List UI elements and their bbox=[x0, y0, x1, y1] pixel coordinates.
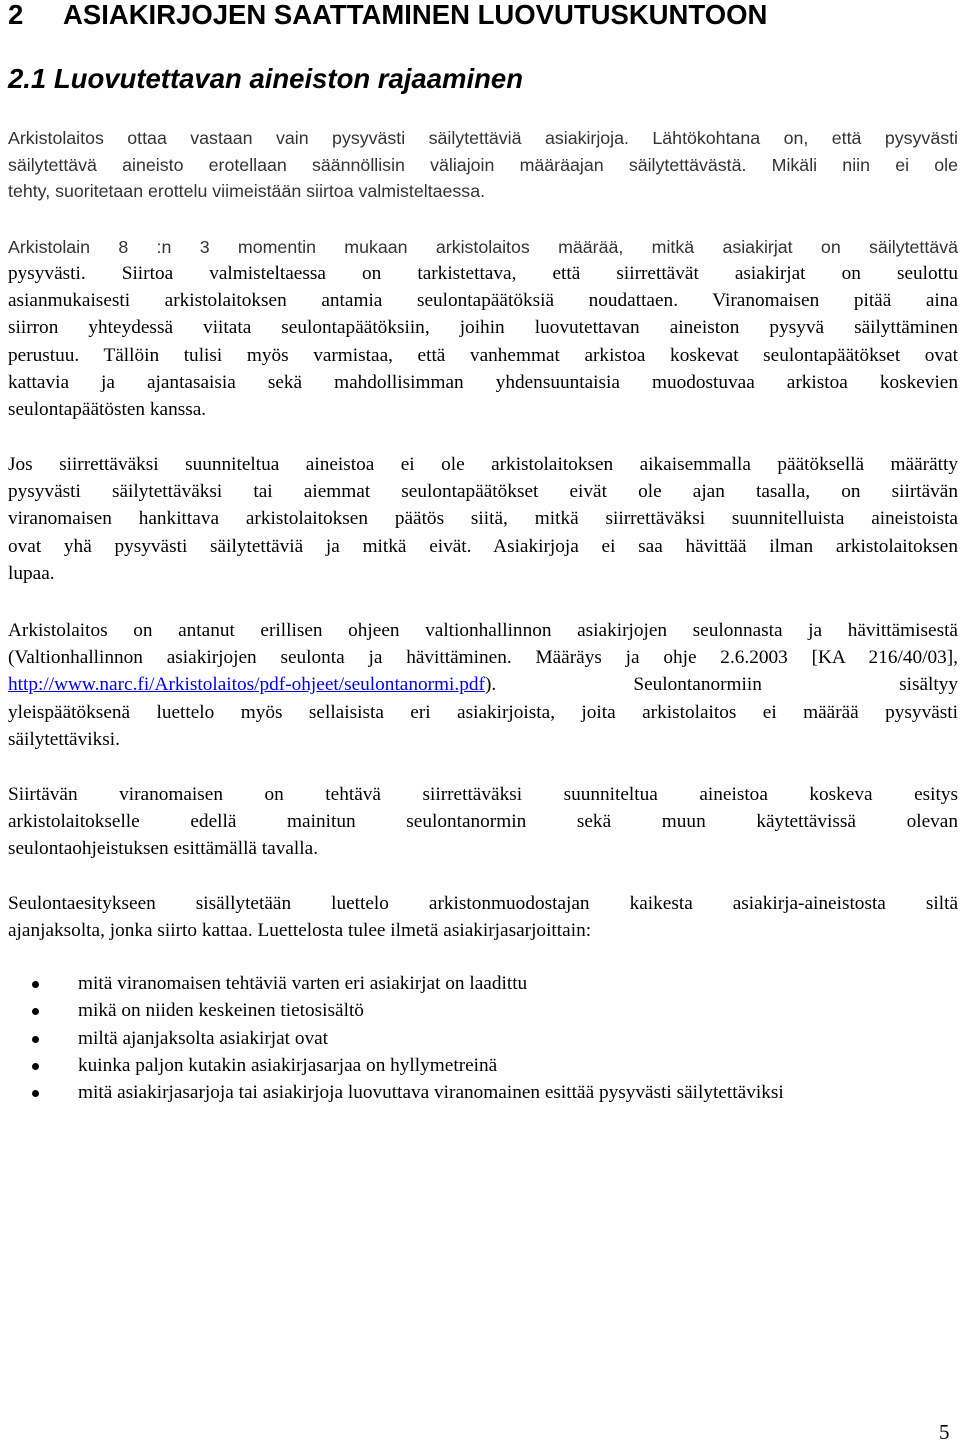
bullet-icon bbox=[32, 1036, 39, 1043]
paragraph-line: perustuu. Tällöin tulisi myös varmistaa, että vanhemmat arkistoa koskevat seulontapäätökset ovat bbox=[8, 344, 958, 366]
paragraph-line: Arkistolaitos on antanut erillisen ohjeen valtionhallinnon asiakirjojen seulonnasta ja hävittämisestä bbox=[8, 620, 958, 641]
list-item bbox=[8, 970, 784, 997]
paragraph-line: Arkistolaitos ottaa vastaan vain pysyvästi säilytettäviä asiakirjoja. Lähtökohtana on, että pysyvästi bbox=[8, 128, 958, 148]
paragraph-line: pysyvästi. Siirtoa valmisteltaessa on tarkistettava, että siirrettävät asiakirjat on seulottu bbox=[8, 263, 958, 284]
bullet-list bbox=[8, 970, 784, 1106]
seulontanormi-link[interactable]: http://www.narc.fi/Arkistolaitos/pdf-ohjeet/seulontanormi.pdf bbox=[8, 674, 485, 696]
list-item-text: kuinka paljon kutakin asiakirjasarjaa on hyllymetreinä bbox=[78, 1054, 498, 1076]
list-item-text: mitä asiakirjasarjoja tai asiakirjoja luovuttava viranomainen esittää pysyvästi säilytettäviksi bbox=[78, 1082, 784, 1104]
paragraph-line: tehty, suoritetaan erottelu viimeistään siirtoa valmisteltaessa. bbox=[8, 181, 486, 201]
chapter-number: 2 bbox=[8, 0, 24, 30]
bullet-icon bbox=[32, 1008, 39, 1015]
list-item bbox=[8, 1079, 784, 1106]
chapter-heading bbox=[8, 0, 767, 30]
list-item-text: mitä viranomaisen tehtäviä varten eri asiakirjat on laadittu bbox=[78, 973, 528, 994]
bullet-icon bbox=[32, 1063, 39, 1070]
paragraph-5 bbox=[8, 781, 958, 863]
paragraph-line: seulontaohjeistuksen esittämällä tavalla. bbox=[8, 838, 319, 860]
paragraph-2 bbox=[8, 234, 958, 261]
list-item bbox=[8, 997, 784, 1024]
paragraph-line-with-link bbox=[8, 671, 958, 698]
paragraph-line: säilytettävä aineisto erotellaan säännöllisin väliajoin määräajan säilytettävästä. Mikäli niin ei ole bbox=[8, 154, 958, 175]
chapter-title: ASIAKIRJOJEN SAATTAMINEN LUOVUTUSKUNTOON bbox=[63, 0, 768, 30]
paragraph-line: lupaa. bbox=[8, 562, 55, 584]
list-item bbox=[8, 1025, 784, 1052]
bullet-icon bbox=[32, 1090, 39, 1097]
paragraph-line: viranomaisen hankittava arkistolaitoksen päätös siitä, mitkä siirrettäväksi suunnitelluista aineistoista bbox=[8, 508, 958, 530]
paragraph-6 bbox=[8, 890, 958, 944]
section-heading: 2.1 Luovutettavan aineiston rajaaminen bbox=[8, 63, 524, 94]
list-item bbox=[8, 1052, 784, 1079]
paragraph-line: seulontapäätösten kanssa. bbox=[8, 399, 207, 421]
paragraph-line: ajanjaksolta, jonka siirto kattaa. Luettelosta tulee ilmetä asiakirjasarjoittain: bbox=[8, 920, 592, 942]
paragraph-line-tail: ). Seulontanormiin sisältyy bbox=[484, 674, 958, 696]
paragraph-line: Siirtävän viranomaisen on tehtävä siirrettäväksi suunniteltua aineistoa koskeva esitys bbox=[8, 784, 958, 805]
bullet-icon bbox=[32, 981, 39, 988]
paragraph-line: pysyvästi säilytettäväksi tai aiemmat seulontapäätökset eivät ole ajan tasalla, on siirtävän bbox=[8, 481, 958, 503]
paragraph-line: arkistolaitokselle edellä mainitun seulontanormin sekä muun käytettävissä olevan bbox=[8, 811, 958, 833]
paragraph-2-body bbox=[8, 260, 958, 423]
paragraph-1 bbox=[8, 125, 958, 205]
paragraph-line: säilytettäviksi. bbox=[8, 728, 120, 750]
paragraph-3 bbox=[8, 451, 958, 587]
paragraph-line: Arkistolain 8 :n 3 momentin mukaan arkistolaitos määrää, mitkä asiakirjat on säilytettävä bbox=[8, 237, 958, 257]
paragraph-line: kattavia ja ajantasaisia sekä mahdollisimman yhdensuuntaisia muodostuvaa arkistoa koskevien bbox=[8, 371, 958, 393]
page-number: 5 bbox=[939, 1420, 950, 1444]
paragraph-line: siirron yhteydessä viitata seulontapäätöksiin, joihin luovutettavan aineiston pysyvä säilyttäminen bbox=[8, 317, 958, 339]
paragraph-4 bbox=[8, 617, 958, 753]
list-item-text: mikä on niiden keskeinen tietosisältö bbox=[78, 1000, 364, 1022]
paragraph-line: yleispäätöksenä luettelo myös sellaisista eri asiakirjoista, joita arkistolaitos ei määrää pysyvästi bbox=[8, 701, 958, 723]
paragraph-line: ovat yhä pysyvästi säilytettäviä ja mitkä eivät. Asiakirjoja ei saa hävittää ilman arkistolaitoksen bbox=[8, 535, 958, 557]
paragraph-line: Seulontaesitykseen sisällytetään luettelo arkistonmuodostajan kaikesta asiakirja-aineistosta siltä bbox=[8, 893, 958, 914]
list-item-text: miltä ajanjaksolta asiakirjat ovat bbox=[78, 1027, 329, 1049]
paragraph-line: asianmukaisesti arkistolaitoksen antamia seulontapäätöksiä noudattaen. Viranomaisen pitää aina bbox=[8, 290, 958, 312]
paragraph-line: Jos siirrettäväksi suunniteltua aineistoa ei ole arkistolaitoksen aikaisemmalla päätöksellä määrätty bbox=[8, 454, 958, 475]
paragraph-line: (Valtionhallinnon asiakirjojen seulonta ja hävittäminen. Määräys ja ohje 2.6.2003 [KA 216/40/03], bbox=[8, 647, 958, 669]
